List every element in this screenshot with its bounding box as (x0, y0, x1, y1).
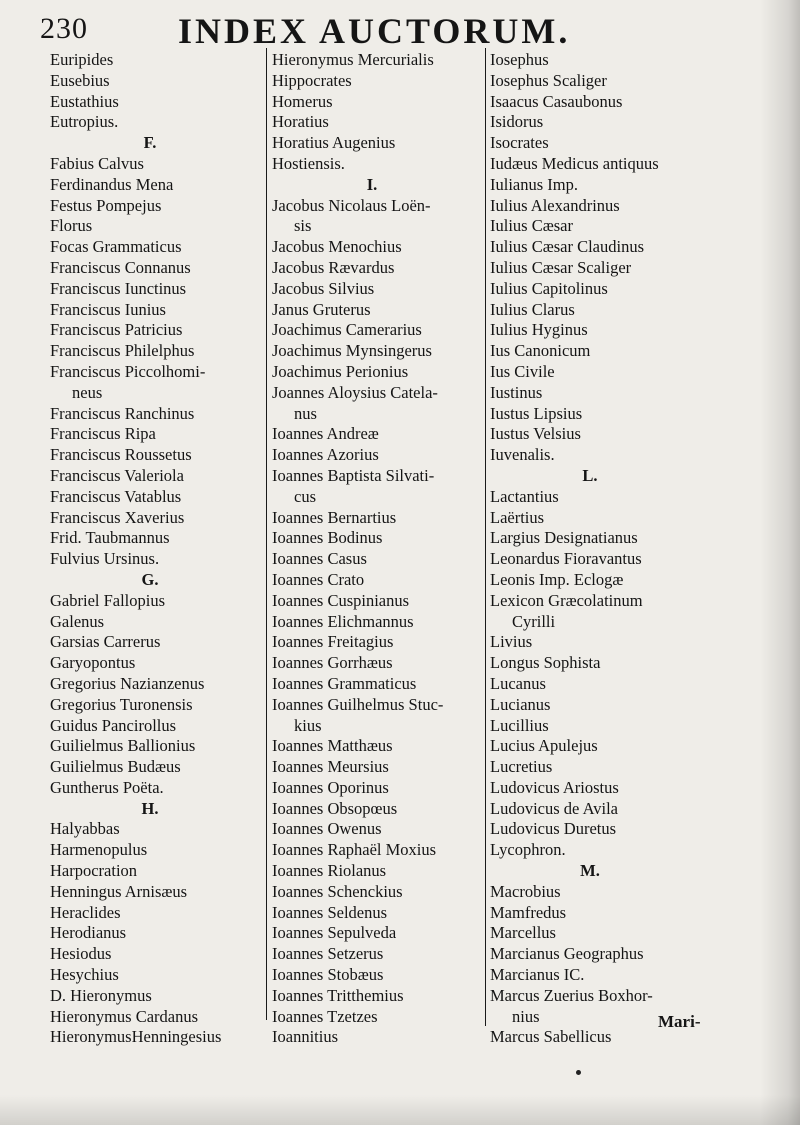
index-entry: Ioannes Andreæ (272, 424, 379, 444)
index-entry: Iulianus Imp. (490, 174, 578, 194)
index-entry: Galenus (50, 611, 105, 631)
index-entry: Ioannes Cuspinianus (272, 590, 410, 610)
index-entry: Iulius Capitolinus (490, 278, 608, 298)
index-entry: Franciscus Valeriola (50, 465, 184, 485)
page-edge-shadow (760, 0, 800, 1125)
index-entry: Iulius Clarus (490, 299, 575, 319)
index-entry: Ioannes Owenus (272, 819, 382, 839)
index-entry: Ludovicus de Avila (490, 798, 619, 818)
index-entry: Ferdinandus Mena (50, 174, 174, 194)
index-entry: Ioannes Matthæus (272, 736, 393, 756)
column-rule-2 (485, 48, 486, 1026)
index-entry: Iustinus (490, 382, 543, 402)
index-entry: Henningus Arnisæus (50, 881, 188, 901)
index-entry: Joachimus Mynsingerus (272, 341, 432, 361)
index-entry: Ioannes Elichmannus (272, 611, 414, 631)
index-entry: Iudæus Medicus antiquus (490, 153, 659, 173)
index-entry: Franciscus Philelphus (50, 341, 195, 361)
index-entry: Jacobus Silvius (272, 278, 375, 298)
index-entry: Lucianus (490, 694, 551, 714)
index-entry: Ioannes Grammaticus (272, 673, 417, 693)
index-entry: D. Hieronymus (50, 985, 152, 1005)
index-entry: Euripides (50, 50, 114, 69)
index-entry: Guilielmus Budæus (50, 757, 181, 777)
index-entry: Gregorius Nazianzenus (50, 673, 205, 693)
index-entry: Homerus (272, 91, 333, 111)
index-entry: Eutropius. (50, 112, 119, 132)
index-entry: Hesychius (50, 965, 119, 985)
index-entry: Eusebius (50, 70, 110, 90)
index-entry: Iulius Hyginus (490, 320, 588, 340)
index-entry: Garyopontus (50, 653, 136, 673)
index-entry: Mamfredus (490, 902, 567, 922)
index-entry-continuation: nus (294, 403, 317, 423)
index-entry: Frid. Taubmannus (50, 528, 170, 548)
index-entry: Guidus Pancirollus (50, 715, 177, 735)
index-entry: Marcus Zuerius Boxhor- (490, 985, 653, 1005)
index-entry: Fabius Calvus (50, 153, 144, 173)
index-entry: Marcus Sabellicus (490, 1027, 612, 1047)
index-entry: Iustus Lipsius (490, 403, 583, 423)
index-entry: Guntherus Poëta. (50, 777, 164, 797)
index-entry: Ius Canonicum (490, 341, 591, 361)
index-entry: Ioannes Guilhelmus Stuc- (272, 694, 444, 714)
index-entry: Lucillius (490, 715, 549, 735)
running-title: INDEX AUCTORUM. (178, 11, 571, 51)
index-entry: Ioannes Tzetzes (272, 1006, 378, 1026)
index-entry: Ioannes Baptista Silvati- (272, 465, 435, 485)
index-entry-continuation: kius (294, 715, 322, 735)
index-entry: Marcianus Geographus (490, 944, 644, 964)
index-entry: Franciscus Roussetus (50, 445, 192, 465)
index-entry: Leonardus Fioravantus (490, 549, 642, 569)
index-entry: Guilielmus Ballionius (50, 736, 196, 756)
index-entry: Marcellus (490, 923, 556, 943)
index-entry: Iustus Velsius (490, 424, 581, 444)
index-entry: Isocrates (490, 133, 549, 153)
index-entry: Hostiensis. (272, 153, 345, 173)
index-entry-continuation: Cyrilli (512, 611, 556, 631)
index-entry: Joachimus Perionius (272, 361, 409, 381)
index-entry: Ioannes Setzerus (272, 944, 384, 964)
index-entry: Ioannes Oporinus (272, 777, 389, 797)
index-entry: Ioannes Raphaël Moxius (272, 840, 437, 860)
index-entry: Franciscus Piccolhomi- (50, 361, 206, 381)
index-entry: Joachimus Camerarius (272, 320, 422, 340)
index-entry: Ius Civile (490, 361, 555, 381)
index-entry: Ioannes Gorrhæus (272, 653, 393, 673)
index-column-1 (50, 50, 250, 1048)
index-entry: Ioannes Tritthemius (272, 985, 404, 1005)
index-entry: Ioannes Meursius (272, 757, 389, 777)
index-entry: Largius Designatianus (490, 528, 638, 548)
index-entry: Ioannes Stobæus (272, 965, 384, 985)
index-entry: Harpocration (50, 861, 138, 881)
index-entry: Hippocrates (272, 70, 352, 90)
section-letter: F. (143, 133, 157, 153)
index-entry: Halyabbas (50, 819, 120, 839)
index-entry: Lucretius (490, 757, 553, 777)
index-entry: Livius (490, 632, 533, 652)
section-letter: L. (582, 465, 598, 485)
index-entry: Leonis Imp. Eclogæ (490, 569, 624, 589)
index-entry: Franciscus Ranchinus (50, 403, 195, 423)
index-entry: Ioannes Obsopœus (272, 798, 398, 818)
index-entry: Florus (50, 216, 93, 236)
index-entry: Franciscus Iunius (50, 299, 166, 319)
section-letter: H. (141, 798, 159, 818)
index-entry: Hieronymus Mercurialis (272, 50, 434, 69)
index-entry: Iulius Cæsar Scaliger (490, 257, 632, 277)
index-entry: Ioannes Schenckius (272, 881, 403, 901)
index-entry-continuation: nius (512, 1006, 540, 1026)
index-entry: Ioannitius (272, 1027, 338, 1047)
index-entry: Iulius Alexandrinus (490, 195, 620, 215)
index-entry: Eustathius (50, 91, 119, 111)
index-entry: HieronymusHenningesius (50, 1027, 222, 1047)
catchword: Mari- (658, 1012, 701, 1031)
index-entry: Gabriel Fallopius (50, 590, 166, 610)
index-entry: Hieronymus Cardanus (50, 1006, 199, 1026)
section-letter: M. (580, 861, 600, 881)
index-entry: Harmenopulus (50, 840, 148, 860)
index-entry: Garsias Carrerus (50, 632, 161, 652)
index-entry: Franciscus Connanus (50, 257, 191, 277)
index-entry: Festus Pompejus (50, 195, 162, 215)
index-entry: Longus Sophista (490, 653, 601, 673)
index-entry: Horatius Augenius (272, 133, 396, 153)
index-entry: Ioannes Casus (272, 549, 367, 569)
index-entry: Laërtius (490, 507, 545, 527)
index-entry: Iuvenalis. (490, 445, 555, 465)
index-entry: Lactantius (490, 486, 559, 506)
index-entry: Ludovicus Ariostus (490, 777, 619, 797)
index-entry: Ioannes Riolanus (272, 861, 387, 881)
index-entry-continuation: sis (294, 216, 312, 236)
index-entry: Jacobus Menochius (272, 237, 402, 257)
column-rule-1 (266, 48, 267, 1020)
index-entry: Gregorius Turonensis (50, 694, 193, 714)
index-entry: Isidorus (490, 112, 544, 132)
page-number: 230 (40, 12, 88, 45)
index-entry: Lycophron. (490, 840, 566, 860)
index-entry-continuation: cus (294, 486, 316, 506)
index-entry: Lucius Apulejus (490, 736, 598, 756)
ink-speck (576, 1070, 581, 1075)
index-entry: Franciscus Patricius (50, 320, 183, 340)
index-entry: Ioannes Bernartius (272, 507, 397, 527)
index-column-3 (490, 50, 690, 1048)
index-entry-continuation: neus (72, 382, 103, 402)
index-entry: Isaacus Casaubonus (490, 91, 623, 111)
index-entry: Ioannes Bodinus (272, 528, 383, 548)
index-entry: Ioannes Crato (272, 569, 365, 589)
index-entry: Ioannes Seldenus (272, 902, 388, 922)
index-entry: Ioannes Azorius (272, 445, 379, 465)
index-entry: Janus Gruterus (272, 299, 371, 319)
index-entry: Ludovicus Duretus (490, 819, 617, 839)
index-entry: Iulius Cæsar Claudinus (490, 237, 645, 257)
index-entry: Lexicon Græcolatinum (490, 590, 643, 610)
index-entry: Focas Grammaticus (50, 237, 182, 257)
index-entry: Marcianus IC. (490, 965, 585, 985)
index-entry: Lucanus (490, 673, 546, 693)
index-entry: Macrobius (490, 881, 561, 901)
index-entry: Franciscus Xaverius (50, 507, 185, 527)
section-letter: I. (366, 174, 378, 194)
index-entry: Iulius Cæsar (490, 216, 573, 236)
index-entry: Franciscus Iunctinus (50, 278, 187, 298)
index-entry: Ioannes Sepulveda (272, 923, 397, 943)
index-entry: Ioannes Freitagius (272, 632, 394, 652)
index-entry: Iosephus (490, 50, 549, 69)
index-entry: Joannes Aloysius Catela- (272, 382, 438, 402)
index-entry: Hesiodus (50, 944, 112, 964)
index-entry: Jacobus Nicolaus Loën- (272, 195, 431, 215)
index-entry: Heraclides (50, 902, 121, 922)
index-entry: Horatius (272, 112, 329, 132)
index-entry: Jacobus Rævardus (272, 257, 395, 277)
index-entry: Fulvius Ursinus. (50, 549, 160, 569)
page-bottom-shadow (0, 1095, 800, 1125)
index-entry: Franciscus Ripa (50, 424, 156, 444)
index-entry: Iosephus Scaliger (490, 70, 607, 90)
section-letter: G. (141, 569, 159, 589)
index-column-2 (272, 50, 472, 1048)
index-entry: Herodianus (50, 923, 127, 943)
index-entry: Franciscus Vatablus (50, 486, 182, 506)
